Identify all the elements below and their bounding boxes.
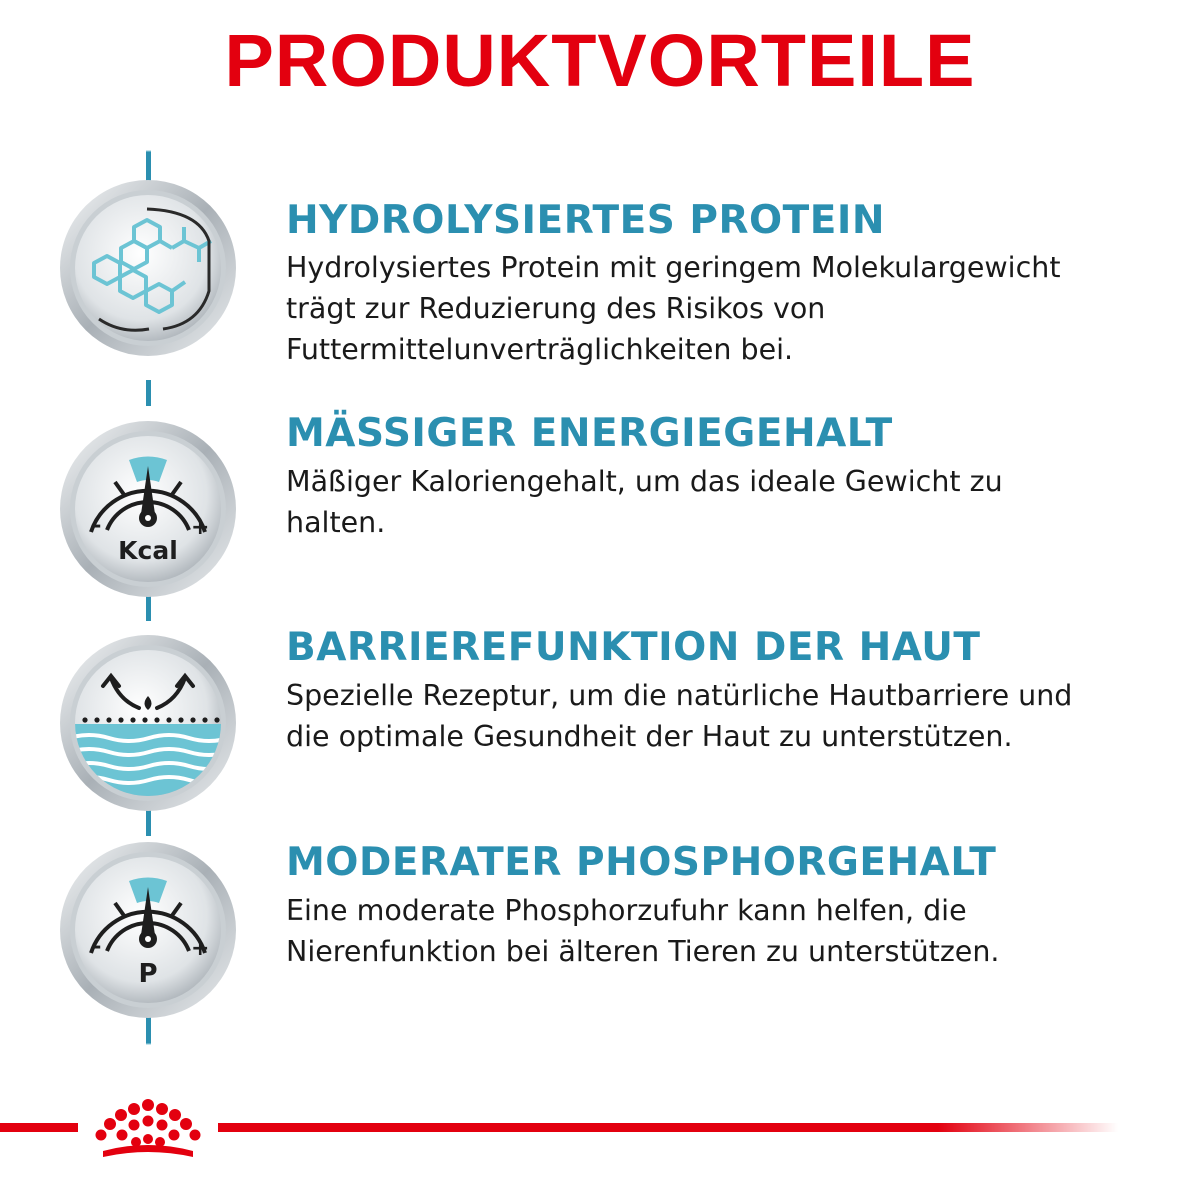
feature-description: Hydrolysiertes Protein mit geringem Molekulargewicht trägt zur Reduzierung des Risikos von Futtermittelunverträglichkeiten bei.	[286, 251, 1061, 366]
feature-heading: MODERATER PHOSPHORGEHALT	[286, 840, 997, 885]
feature-description: Spezielle Rezeptur, um die natürliche Hautbarriere und die optimale Gesundheit der Haut zu unterstützen.	[286, 679, 1073, 753]
page-title: PRODUKTVORTEILE	[224, 19, 976, 102]
svg-text:-: -	[93, 934, 102, 958]
svg-text:+: +	[191, 936, 210, 961]
skin-barrier-icon	[59, 634, 237, 812]
svg-text:Kcal: Kcal	[118, 536, 178, 565]
royal-crown-logo-icon	[96, 1099, 201, 1157]
footer-brand-line	[0, 1095, 1200, 1175]
feature-heading: MÄSSIGER ENERGIEGEHALT	[286, 411, 893, 456]
svg-text:P: P	[138, 959, 158, 989]
feature-heading: HYDROLYSIERTES PROTEIN	[286, 198, 886, 243]
svg-text:-: -	[93, 513, 102, 537]
feature-description: Eine moderate Phosphorzufuhr kann helfen, die Nierenfunktion bei älteren Tieren zu unterstützen.	[286, 894, 1000, 968]
phosphorus-gauge-icon	[59, 841, 237, 1019]
kcal-gauge-icon	[59, 420, 237, 598]
feature-description: Mäßiger Kaloriengehalt, um das ideale Gewicht zu halten.	[286, 465, 1003, 539]
feature-heading: BARRIEREFUNKTION DER HAUT	[286, 625, 981, 670]
molecule-icon	[59, 179, 237, 357]
svg-text:+: +	[191, 515, 210, 540]
